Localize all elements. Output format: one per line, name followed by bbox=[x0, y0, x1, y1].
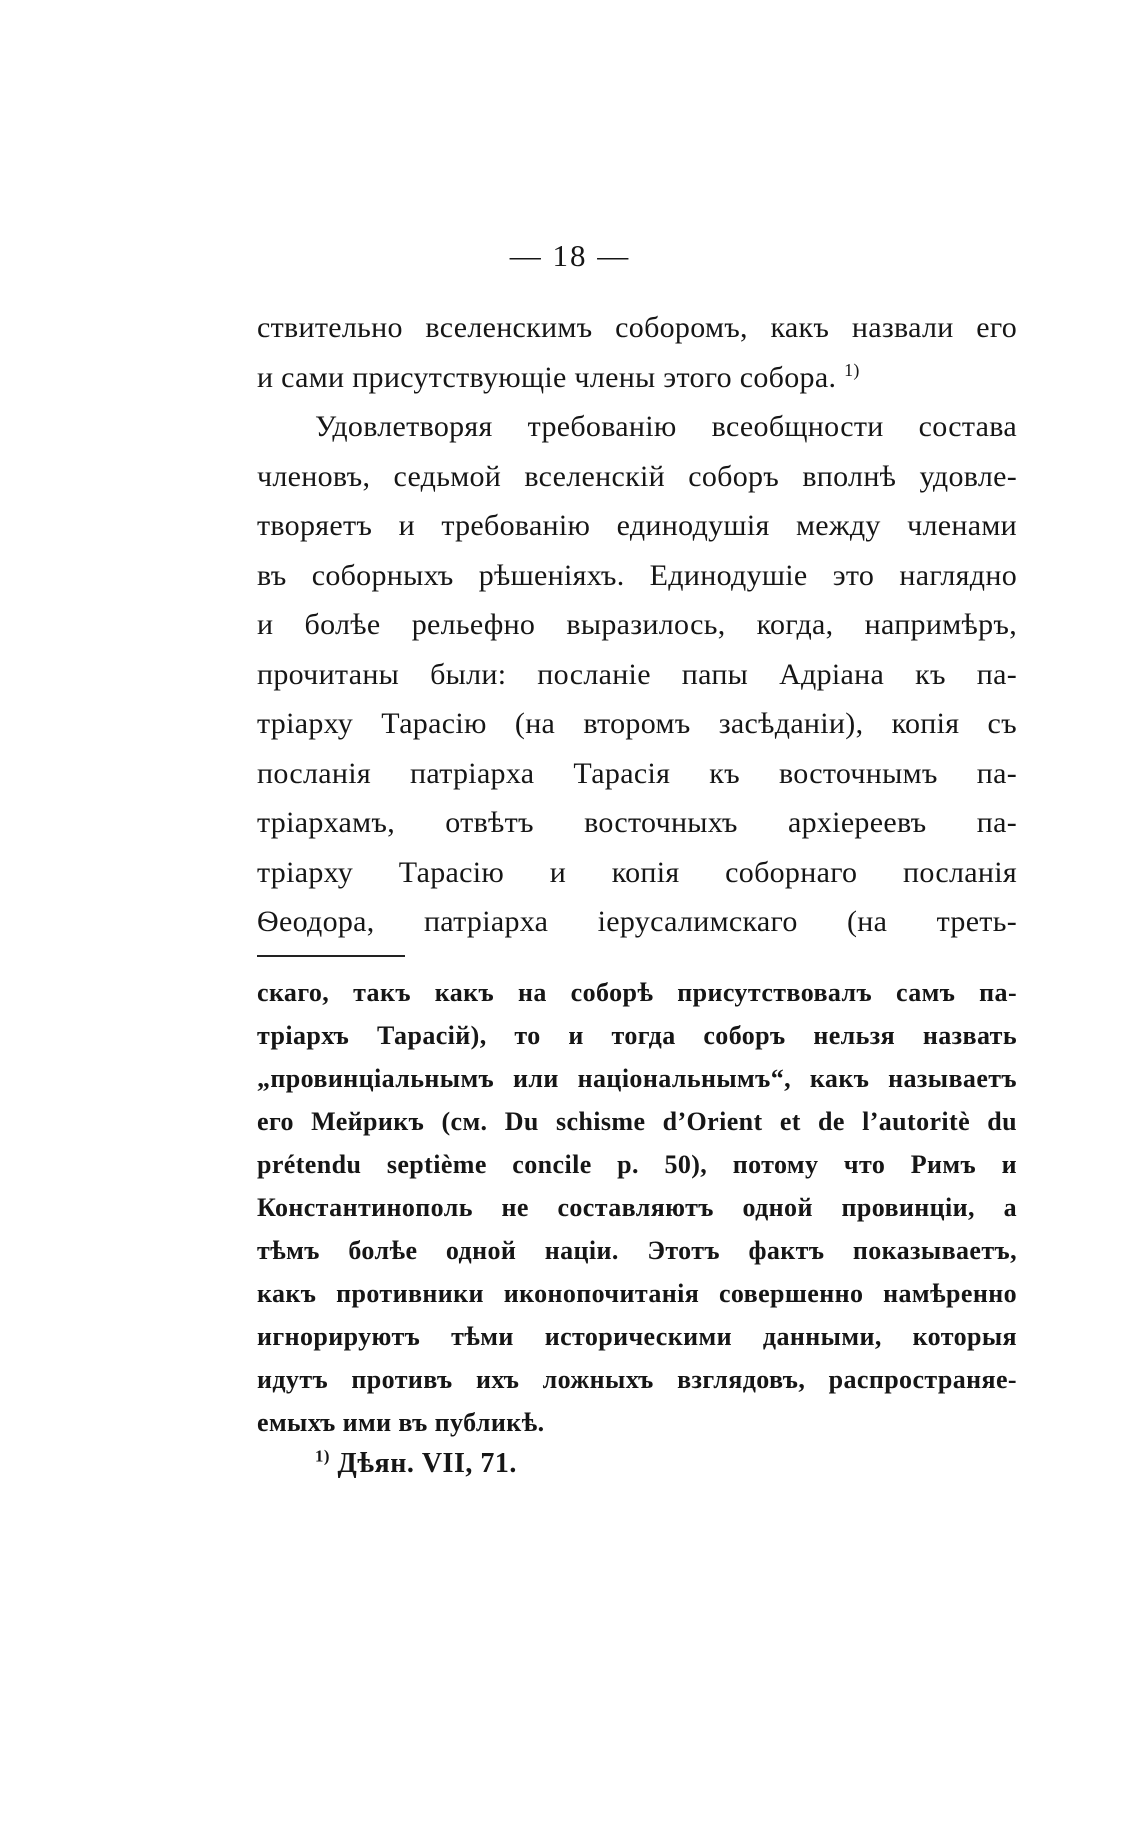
footnote-line: игнорируютъ тѣми историческими данными, которыя bbox=[257, 1322, 1017, 1351]
footnote-line: емыхъ ими въ публикѣ. bbox=[257, 1408, 545, 1437]
footnote-line: Константинополь не составляютъ одной провинціи, а bbox=[257, 1193, 1017, 1222]
footnote-number: 1) bbox=[315, 1446, 330, 1466]
footnote-line: prétendu septième concile p. 50), потому что Римъ и bbox=[257, 1150, 1017, 1179]
footnote-marker[interactable]: 1) bbox=[844, 359, 860, 380]
text-line: въ соборныхъ рѣшеніяхъ. Единодушіе это наглядно bbox=[257, 558, 1017, 592]
text-line: тріарху Тарасію и копія соборнаго посланія bbox=[257, 855, 1017, 889]
footnote-continuation-block bbox=[257, 971, 1017, 1444]
footnote-line: его Мейрикъ (см. Du schisme d’Orient et de l’autoritè du bbox=[257, 1107, 1017, 1136]
footnote-line: скаго, такъ какъ на соборѣ присутствовалъ самъ па- bbox=[257, 978, 1017, 1007]
footnote-line: какъ противники иконопочитанія совершенно намѣренно bbox=[257, 1279, 1017, 1308]
footnote-line: тѣмъ болѣе одной націи. Этотъ фактъ показываетъ, bbox=[257, 1236, 1017, 1265]
text-line: ствительно вселенскимъ соборомъ, какъ назвали его bbox=[257, 311, 1017, 344]
footnote-line: „провинціальнымъ или національнымъ“, какъ называетъ bbox=[257, 1064, 1017, 1093]
text-line: тріархамъ, отвѣтъ восточныхъ архіереевъ па- bbox=[257, 806, 1017, 839]
text-line: посланія патріарха Тарасія къ восточнымъ па- bbox=[257, 756, 1017, 790]
text-line: тріарху Тарасію (на второмъ засѣданіи), копія съ bbox=[257, 707, 1017, 740]
footnote-text: Дѣян. VII, 71. bbox=[337, 1448, 517, 1479]
footnote-line: тріархъ Тарасій), то и тогда соборъ нельзя назвать bbox=[257, 1021, 1017, 1050]
page-number: — 18 — bbox=[509, 238, 631, 273]
footnote-divider bbox=[257, 955, 405, 957]
text-line-content: и сами присутствующіе члены этого собора. bbox=[257, 360, 837, 394]
main-text-block bbox=[257, 303, 1017, 947]
text-line: прочитаны были: посланіе папы Адріана къ па- bbox=[257, 657, 1017, 691]
text-line-with-footnote bbox=[257, 353, 1017, 403]
paragraph-start-line: Удовлетворяя требованію всеобщности состава bbox=[315, 410, 1017, 443]
text-line: творяетъ и требованію единодушія между членами bbox=[257, 509, 1017, 542]
footnote-line: идутъ противъ ихъ ложныхъ взглядовъ, распространяе- bbox=[257, 1365, 1017, 1394]
text-line: Ѳеодора, патріарха іерусалимскаго (на треть- bbox=[257, 905, 1017, 938]
text-line: и болѣе рельефно выразилось, когда, напримѣръ, bbox=[257, 608, 1017, 641]
footnote bbox=[315, 1448, 517, 1480]
text-line: членовъ, седьмой вселенскій соборъ вполнѣ удовле- bbox=[257, 459, 1017, 493]
